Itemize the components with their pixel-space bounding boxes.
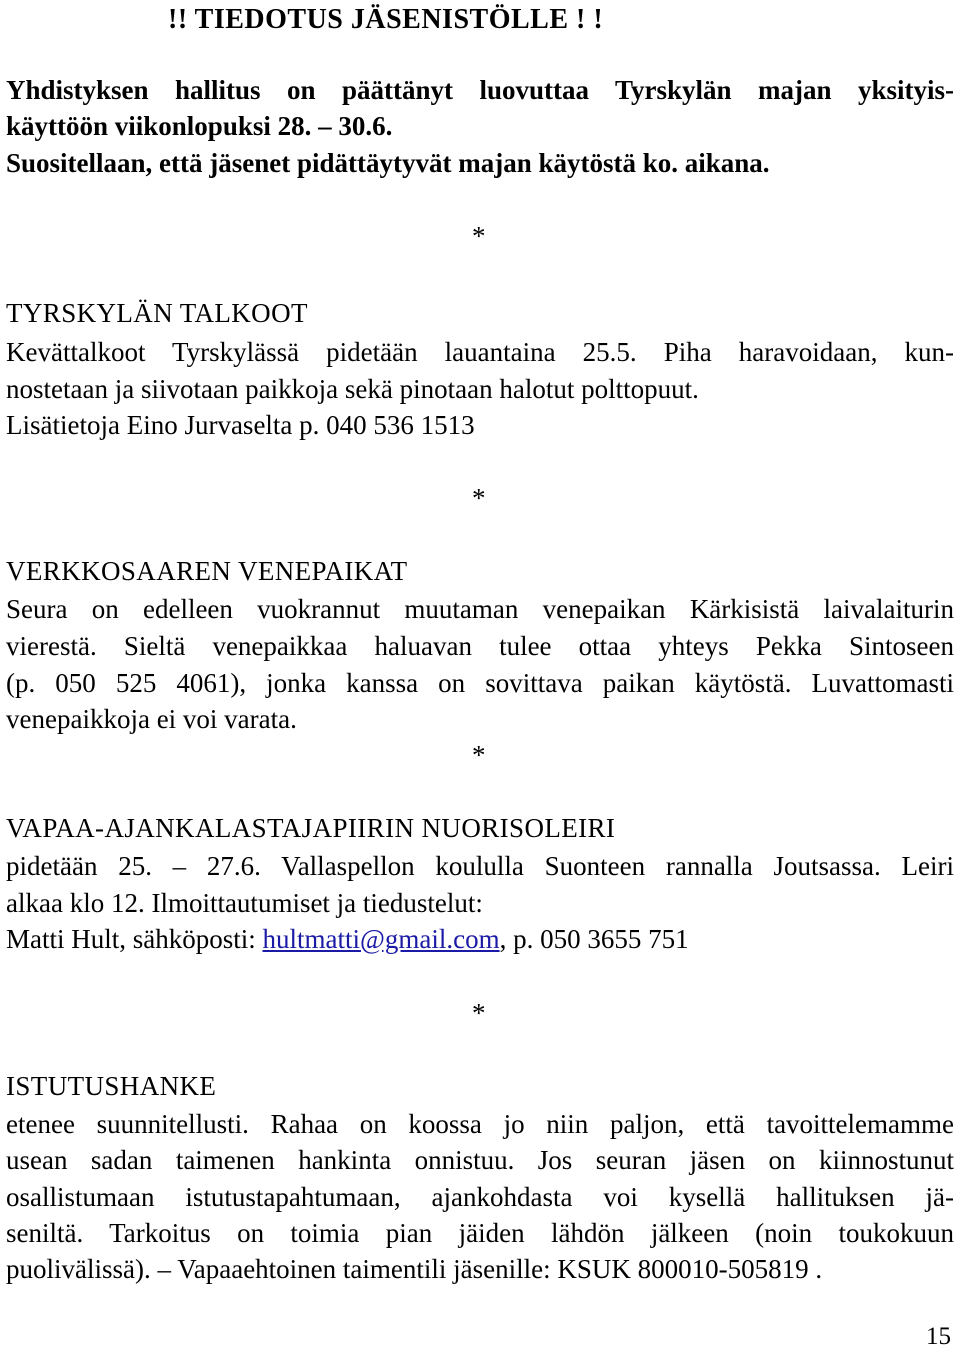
talkoot-line-1: Kevättalkoot Tyrskylässä pidetään lauantaina 25.5. Piha haravoidaan, kun- [6,337,954,367]
notice-line-3: Suositellaan, että jäsenet pidättäytyvät majan käytöstä ko. aikana. [6,148,770,178]
venepaikat-heading: VERKKOSAAREN VENEPAIKAT [6,556,408,586]
talkoot-line-2: nostetaan ja siivotaan paikkoja sekä pinotaan halotut polttopuut. [6,374,699,404]
nuorisoleiri-line-3 [6,921,689,957]
separator-star-2: * [472,483,486,513]
nuorisoleiri-line-1: pidetään 25. – 27.6. Vallaspellon koululla Suonteen rannalla Joutsassa. Leiri [6,851,954,881]
nuorisoleiri-heading: VAPAA-AJANKALASTAJAPIIRIN NUORISOLEIRI [6,813,616,843]
istutushanke-heading: ISTUTUSHANKE [6,1071,217,1101]
page-number: 15 [926,1323,951,1350]
separator-star-3: * [472,740,486,770]
istutushanke-line-3: osallistumaan istutustapahtumaan, ajankohdasta voi kysellä hallituksen jä- [6,1182,954,1212]
istutushanke-line-4: seniltä. Tarkoitus on toimia pian jäiden lähdön jälkeen (noin toukokuun [6,1218,954,1248]
istutushanke-line-1: etenee suunnitellusti. Rahaa on koossa jo niin paljon, että tavoittelemamme [6,1109,954,1139]
istutushanke-line-2: usean sadan taimenen hankinta onnistuu. Jos seuran jäsen on kiinnostunut [6,1145,954,1175]
nuorisoleiri-line-2: alkaa klo 12. Ilmoittautumiset ja tiedustelut: [6,888,483,918]
venepaikat-line-4: venepaikkoja ei voi varata. [6,704,297,734]
separator-star-1: * [472,221,486,251]
venepaikat-line-1: Seura on edelleen vuokrannut muutaman venepaikan Kärkisistä laivalaiturin [6,594,954,624]
istutushanke-line-5: puolivälissä). – Vapaaehtoinen taimentili jäsenille: KSUK 800010-505819 . [6,1254,823,1284]
contact-phone: , p. 050 3655 751 [499,924,689,954]
email-link[interactable]: hultmatti@gmail.com [262,924,500,954]
notice-line-1: Yhdistyksen hallitus on päättänyt luovuttaa Tyrskylän majan yksityis- [6,75,954,105]
talkoot-line-3: Lisätietoja Eino Jurvaselta p. 040 536 1513 [6,410,475,440]
separator-star-4: * [472,998,486,1028]
talkoot-heading: TYRSKYLÄN TALKOOT [6,298,308,328]
venepaikat-line-3: (p. 050 525 4061), jonka kanssa on sovittava paikan käytöstä. Luvattomasti [6,668,954,698]
notice-line-2: käyttöön viikonlopuksi 28. – 30.6. [6,111,393,141]
venepaikat-line-2: vierestä. Sieltä venepaikkaa haluavan tulee ottaa yhteys Pekka Sintoseen [6,631,954,661]
contact-prefix: Matti Hult, sähköposti: [6,924,263,954]
notice-title: !! TIEDOTUS JÄSENISTÖLLE ! ! [168,4,604,35]
